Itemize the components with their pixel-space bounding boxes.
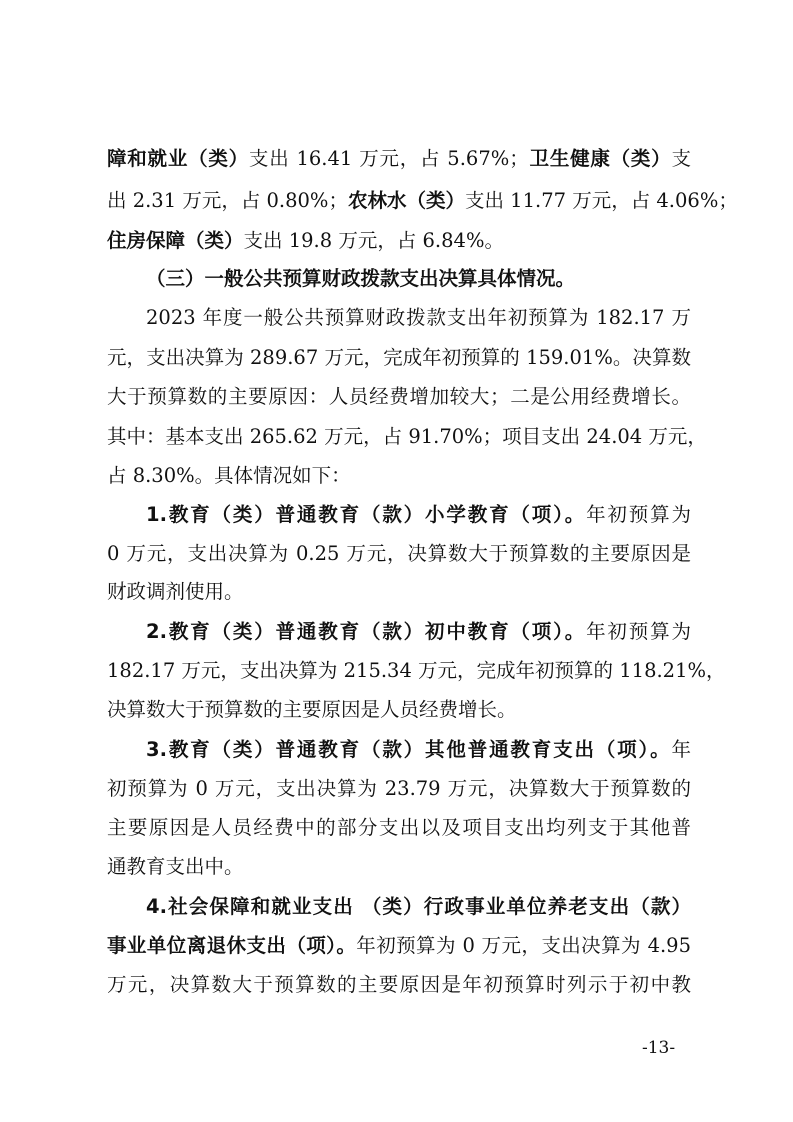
body-text: 年初预算为	[586, 620, 691, 643]
body-text: 支出 11.77 万元，占 4.06%；	[464, 189, 738, 212]
text-line: 0 万元，支出决算为 0.25 万元，决算数大于预算数的主要原因是	[107, 542, 691, 565]
section-heading: （三）一般公共预算财政拨款支出决算具体情况。	[146, 267, 576, 290]
text-line	[146, 502, 691, 528]
category-heading: 农林水（类）	[347, 189, 465, 212]
text-line	[107, 146, 691, 172]
body-text: 年	[671, 738, 691, 761]
text-line: 占 8.30%。具体情况如下：	[107, 464, 351, 487]
text-line: 元，支出决算为 289.67 万元，完成年初预算的 159.01%。决算数	[107, 346, 691, 369]
text-line	[146, 737, 691, 763]
body-text: 支	[671, 147, 691, 170]
text-line: 通教育支出中。	[107, 855, 244, 878]
text-line: 其中：基本支出 265.62 万元，占 91.70%；项目支出 24.04 万元，	[107, 425, 707, 448]
body-text: 支出 16.41 万元，占 5.67%；	[248, 147, 529, 170]
page-number: -13-	[642, 1038, 676, 1058]
category-heading: 住房保障（类）	[107, 229, 244, 252]
text-line: 决算数大于预算数的主要原因是人员经费增长。	[107, 698, 517, 721]
text-line	[107, 228, 691, 254]
body-text: 出 2.31 万元，占 0.80%；	[107, 189, 348, 212]
body-text: 支出 19.8 万元，占 6.84%。	[243, 229, 504, 252]
text-line: 万元，决算数大于预算数的主要原因是年初预算时列示于初中教	[107, 973, 691, 996]
item-heading: 3.教育（类）普通教育（款）其他普通教育支出（项）。	[146, 738, 672, 761]
text-line	[146, 619, 691, 645]
text-line: 主要原因是人员经费中的部分支出以及项目支出均列支于其他普	[107, 816, 691, 839]
item-heading: 4.社会保障和就业支出 （类）行政事业单位养老支出（款）	[146, 895, 691, 918]
item-heading: 1.教育（类）普通教育（款）小学教育（项）。	[146, 503, 587, 526]
body-text: 年初预算为 0 万元，支出决算为 4.95	[356, 934, 691, 957]
category-heading: 卫生健康（类）	[528, 147, 672, 170]
body-text: 年初预算为	[586, 503, 691, 526]
text-line	[107, 933, 691, 959]
text-line: 大于预算数的主要原因：人员经费增加较大；二是公用经费增长。	[107, 385, 691, 408]
text-line: 2023 年度一般公共预算财政拨款支出年初预算为 182.17 万	[146, 306, 691, 329]
category-heading: 障和就业（类）	[107, 147, 249, 170]
item-heading: 2.教育（类）普通教育（款）初中教育（项）。	[146, 620, 587, 643]
text-line	[107, 188, 738, 214]
text-line: 182.17 万元，支出决算为 215.34 万元，完成年初预算的 118.21%，	[107, 659, 726, 682]
text-line: 初预算为 0 万元，支出决算为 23.79 万元，决算数大于预算数的	[107, 777, 691, 800]
item-heading: 事业单位离退休支出（项）。	[107, 934, 357, 957]
text-line: 财政调剂使用。	[107, 580, 244, 603]
